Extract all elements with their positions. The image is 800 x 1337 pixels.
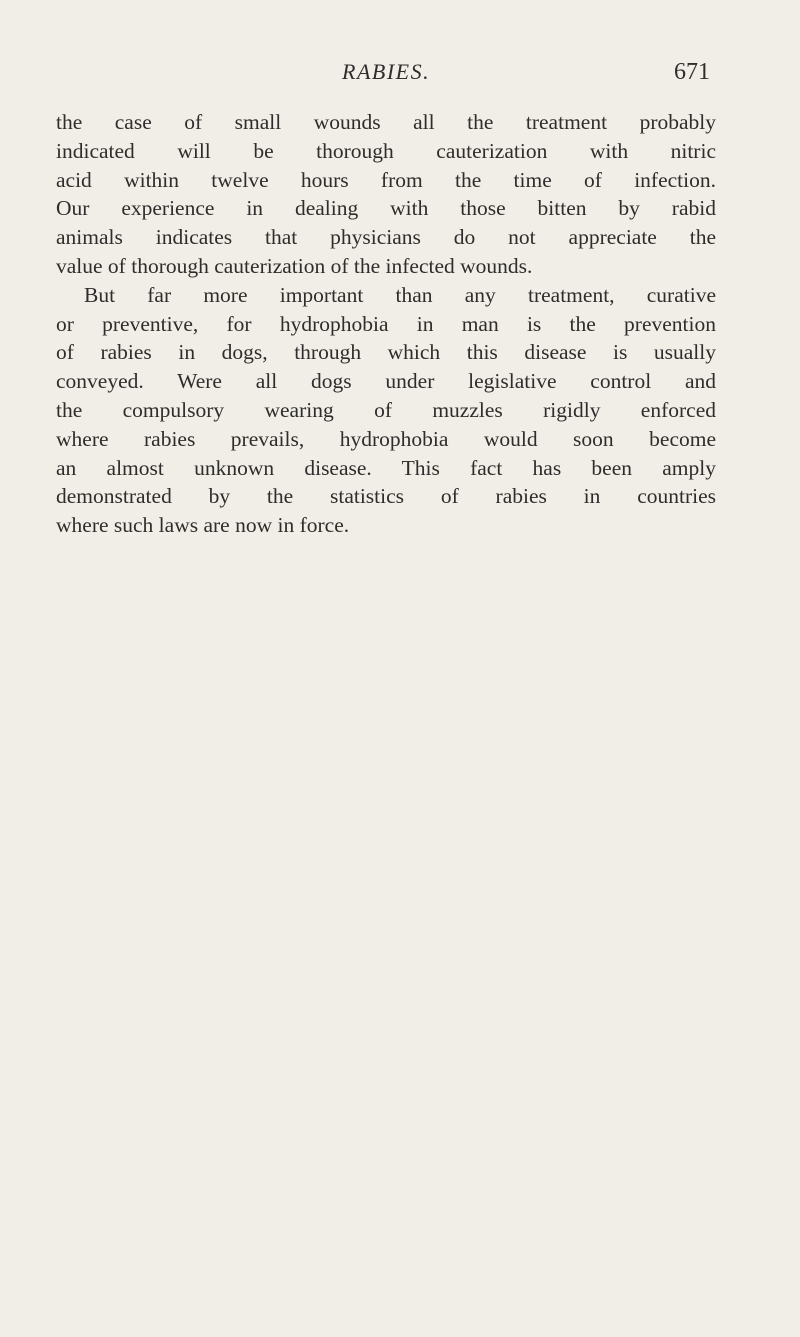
text-line: acid within twelve hours from the time of infection. [56,167,716,192]
text-line: or preventive, for hydrophobia in man is the prevention [56,311,716,336]
text-line: value of thorough cauterization of the infected wounds. [56,253,533,278]
text-line: But far more important than any treatment, curative [84,282,716,307]
text-line: animals indicates that physicians do not appreciate the [56,225,716,250]
body-text [56,108,716,540]
running-head [110,54,710,90]
text-line: of rabies in dogs, through which this disease is usually [56,340,716,365]
text-line: Our experience in dealing with those bitten by rabid [56,196,716,221]
text-line: the case of small wounds all the treatment probably [56,110,716,134]
text-line: conveyed. Were all dogs under legislative control and [56,369,716,394]
text-line: indicated will be thorough cauterization with nitric [56,138,716,163]
text-line: an almost unknown disease. This fact has been amply [56,455,716,480]
running-title: RABIES. [342,59,431,84]
text-line: demonstrated by the statistics of rabies in countries [56,484,716,509]
text-line: the compulsory wearing of muzzles rigidly enforced [56,397,716,422]
text-line: where rabies prevails, hydrophobia would soon become [56,426,716,451]
text-line: where such laws are now in force. [56,513,350,538]
page-number: 671 [674,59,710,85]
